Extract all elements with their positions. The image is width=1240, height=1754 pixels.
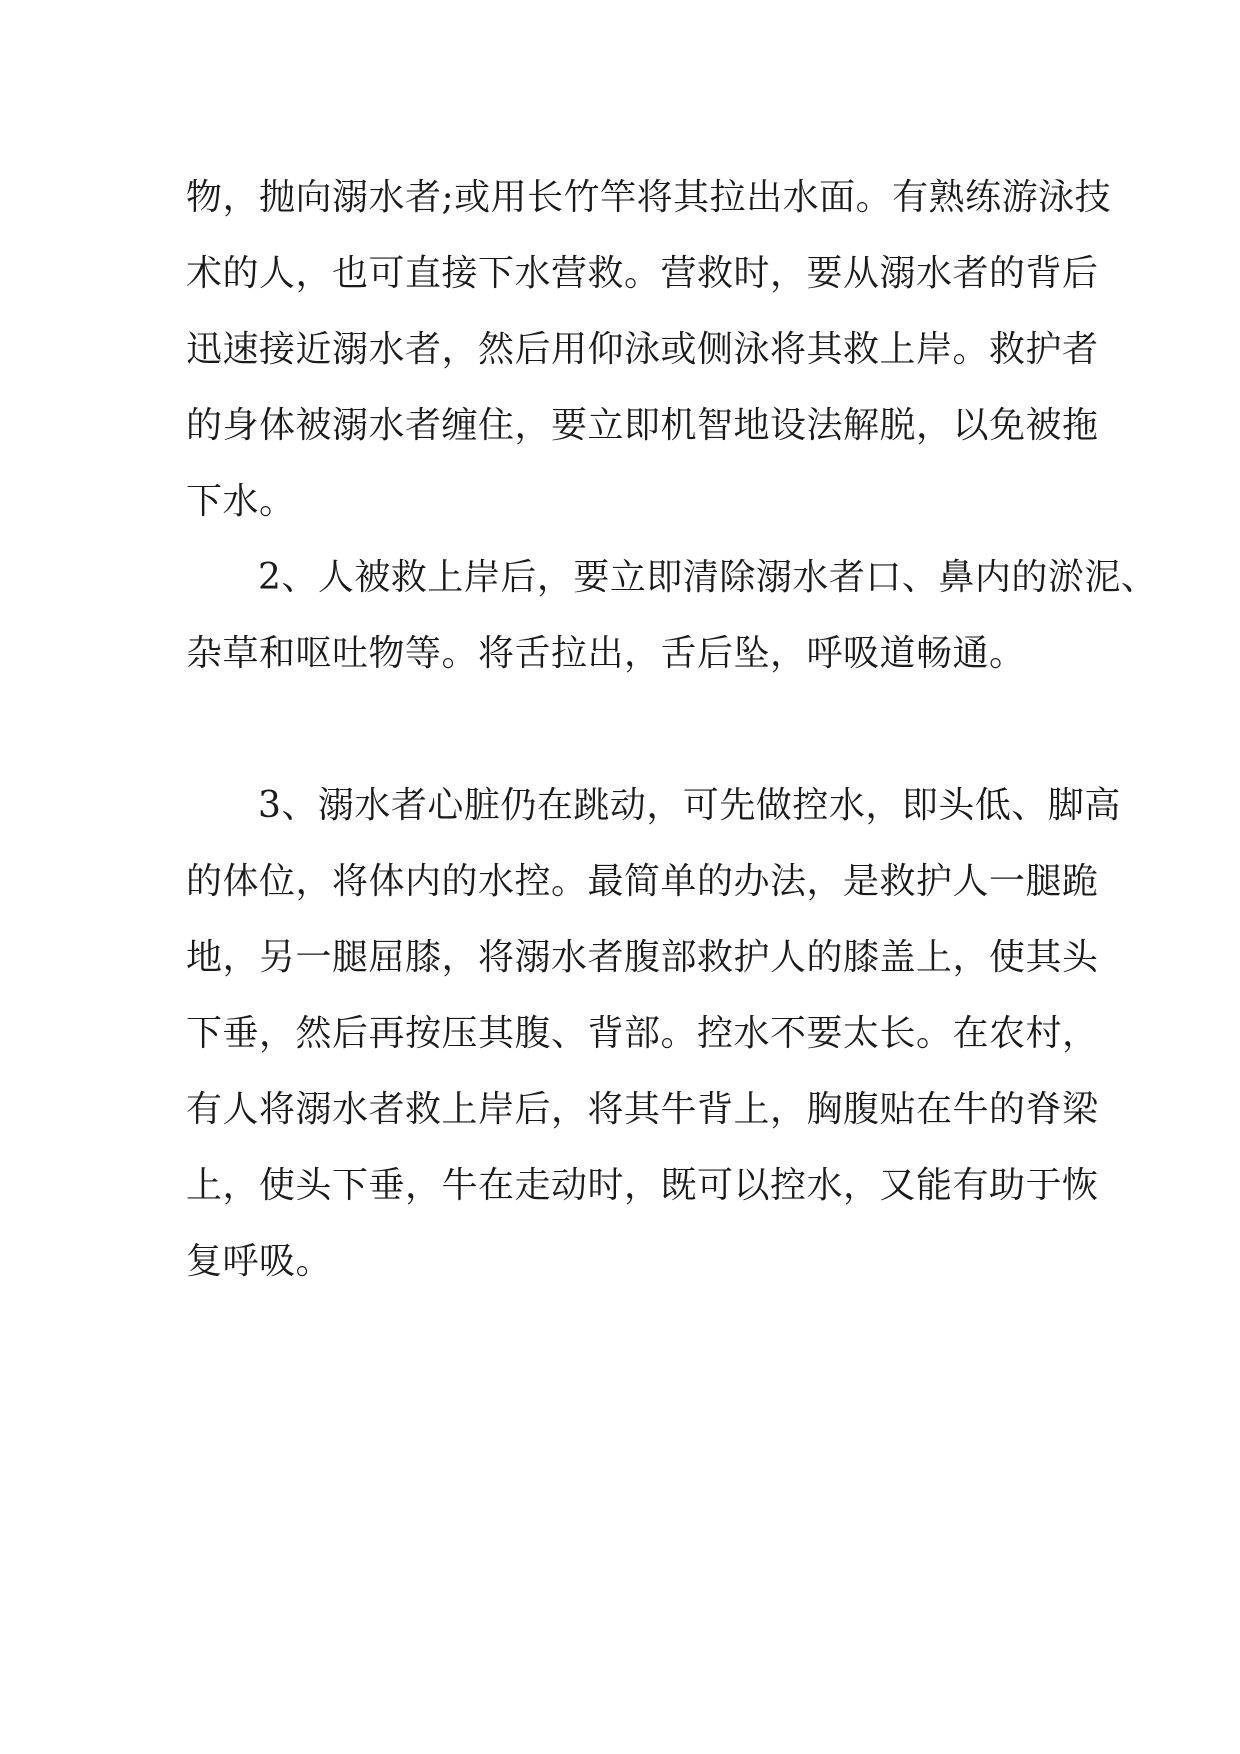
paragraph-2-first-line: 2、人被救上岸后，要立即清除溺水者口、鼻内的淤泥、 — [258, 557, 1158, 598]
text-line: 的身体被溺水者缠住，要立即机智地设法解脱，以免被拖 — [186, 405, 1099, 446]
text-line: 迅速接近溺水者，然后用仰泳或侧泳将其救上岸。救护者 — [186, 329, 1099, 370]
text-line: 有人将溺水者救上岸后，将其牛背上，胸腹贴在牛的脊梁 — [186, 1089, 1099, 1130]
text-line: 下水。 — [186, 481, 296, 522]
text-line: 上，使头下垂，牛在走动时，既可以控水，又能有助于恢 — [186, 1165, 1099, 1206]
text-line: 杂草和呕吐物等。将舌拉出，舌后坠，呼吸道畅通。 — [186, 633, 1026, 674]
text-line: 复呼吸。 — [186, 1241, 333, 1282]
paragraph-3-first-line: 3、溺水者心脏仍在跳动，可先做控水，即头低、脚高 — [258, 785, 1121, 826]
text-line: 术的人，也可直接下水营救。营救时，要从溺水者的背后 — [186, 253, 1099, 294]
text-line: 下垂，然后再按压其腹、背部。控水不要太长。在农村， — [186, 1013, 1099, 1054]
text-line: 的体位，将体内的水控。最简单的办法，是救护人一腿跪 — [186, 861, 1099, 902]
text-line: 物，抛向溺水者;或用长竹竿将其拉出水面。有熟练游泳技 — [186, 177, 1112, 218]
text-line: 地，另一腿屈膝，将溺水者腹部救护人的膝盖上，使其头 — [186, 937, 1099, 978]
